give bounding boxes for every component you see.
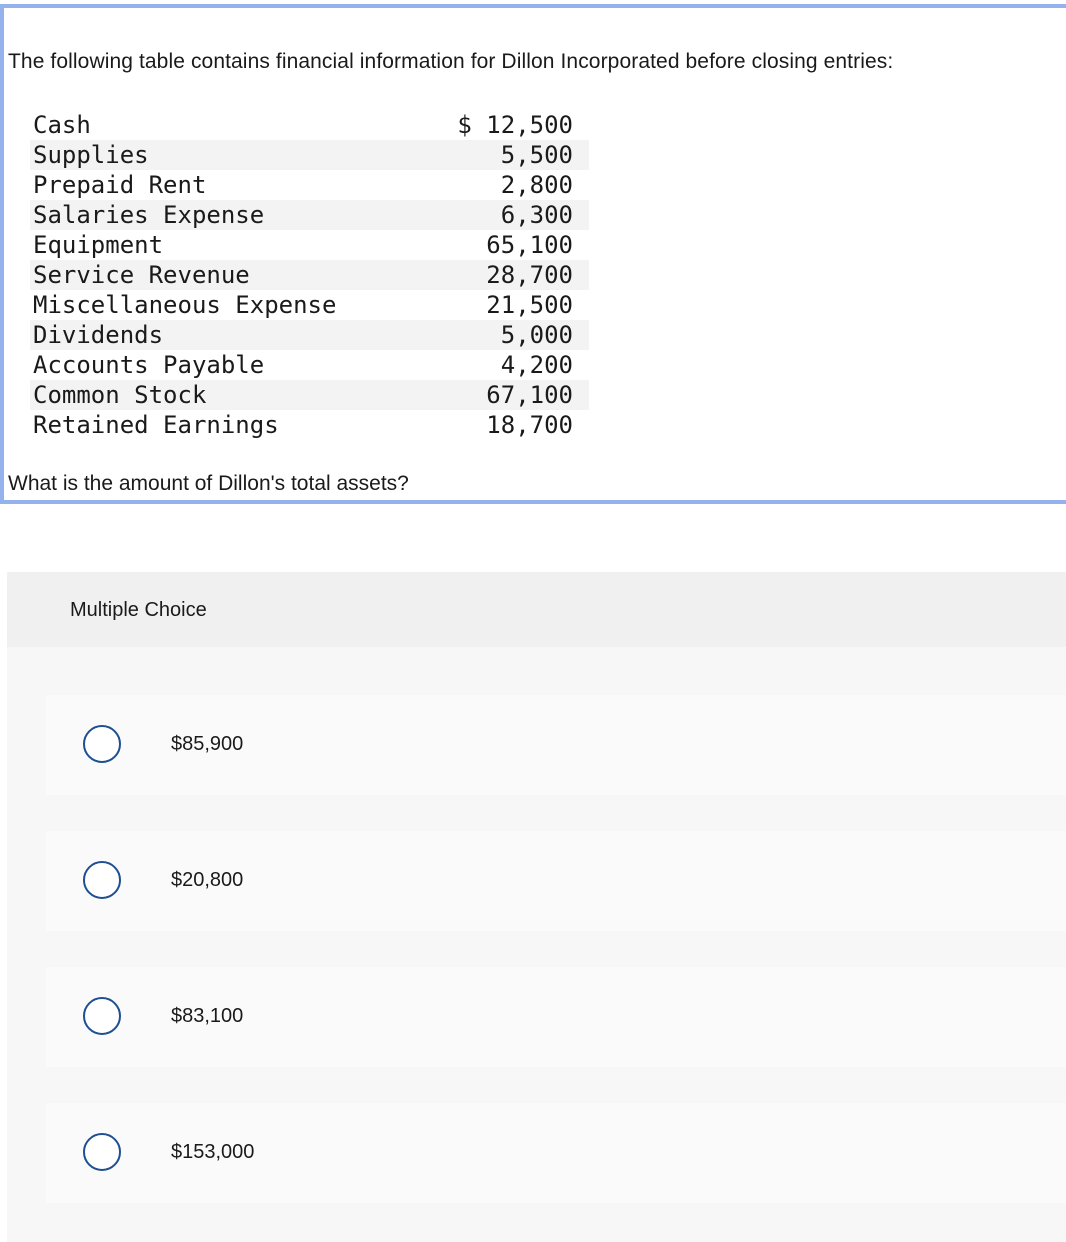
multiple-choice-panel: [7, 572, 1066, 1242]
row-label: Supplies: [33, 141, 149, 169]
table-row: [30, 140, 589, 170]
table-row: [30, 410, 589, 440]
question-prompt: What is the amount of Dillon's total assets?: [8, 472, 409, 495]
multiple-choice-title: Multiple Choice: [70, 599, 207, 621]
table-row: [30, 260, 589, 290]
row-value: 65,100: [486, 231, 573, 259]
radio-button[interactable]: [83, 861, 121, 899]
table-row: [30, 380, 589, 410]
row-value: 21,500: [486, 291, 573, 319]
radio-button[interactable]: [83, 997, 121, 1035]
row-label: Dividends: [33, 321, 164, 349]
table-row: [30, 110, 589, 140]
row-value: 5,000: [500, 321, 573, 349]
row-label: Cash: [33, 111, 91, 139]
row-value: 18,700: [486, 411, 573, 439]
answer-option-4[interactable]: [46, 1103, 1066, 1203]
table-row: [30, 320, 589, 350]
answer-option-label: $153,000: [171, 1141, 255, 1163]
answer-option-2[interactable]: [46, 831, 1066, 931]
multiple-choice-header: [7, 572, 1066, 647]
row-value: 6,300: [500, 201, 573, 229]
row-label: Common Stock: [33, 381, 207, 409]
question-intro: The following table contains financial information for Dillon Incorporated before closing entries:: [8, 50, 894, 73]
row-value: $ 12,500: [457, 111, 573, 139]
table-row: [30, 230, 589, 260]
row-label: Service Revenue: [33, 261, 250, 289]
row-label: Equipment: [33, 231, 164, 259]
row-value: 67,100: [486, 381, 573, 409]
question-box: [0, 4, 1066, 504]
answer-option-label: $20,800: [171, 869, 244, 891]
answer-option-3[interactable]: [46, 967, 1066, 1067]
answer-option-label: $85,900: [171, 733, 244, 755]
table-row: [30, 170, 589, 200]
table-row: [30, 200, 589, 230]
row-value: 28,700: [486, 261, 573, 289]
radio-button[interactable]: [83, 1133, 121, 1171]
row-value: 5,500: [500, 141, 573, 169]
financial-table: [30, 110, 589, 440]
table-row: [30, 350, 589, 380]
answer-option-1[interactable]: [46, 695, 1066, 795]
answer-option-label: $83,100: [171, 1005, 244, 1027]
row-label: Accounts Payable: [33, 351, 265, 379]
radio-button[interactable]: [83, 725, 121, 763]
row-label: Miscellaneous Expense: [33, 291, 337, 319]
row-label: Retained Earnings: [33, 411, 279, 439]
row-value: 2,800: [500, 171, 573, 199]
row-value: 4,200: [500, 351, 573, 379]
row-label: Prepaid Rent: [33, 171, 207, 199]
row-label: Salaries Expense: [33, 201, 265, 229]
table-row: [30, 290, 589, 320]
